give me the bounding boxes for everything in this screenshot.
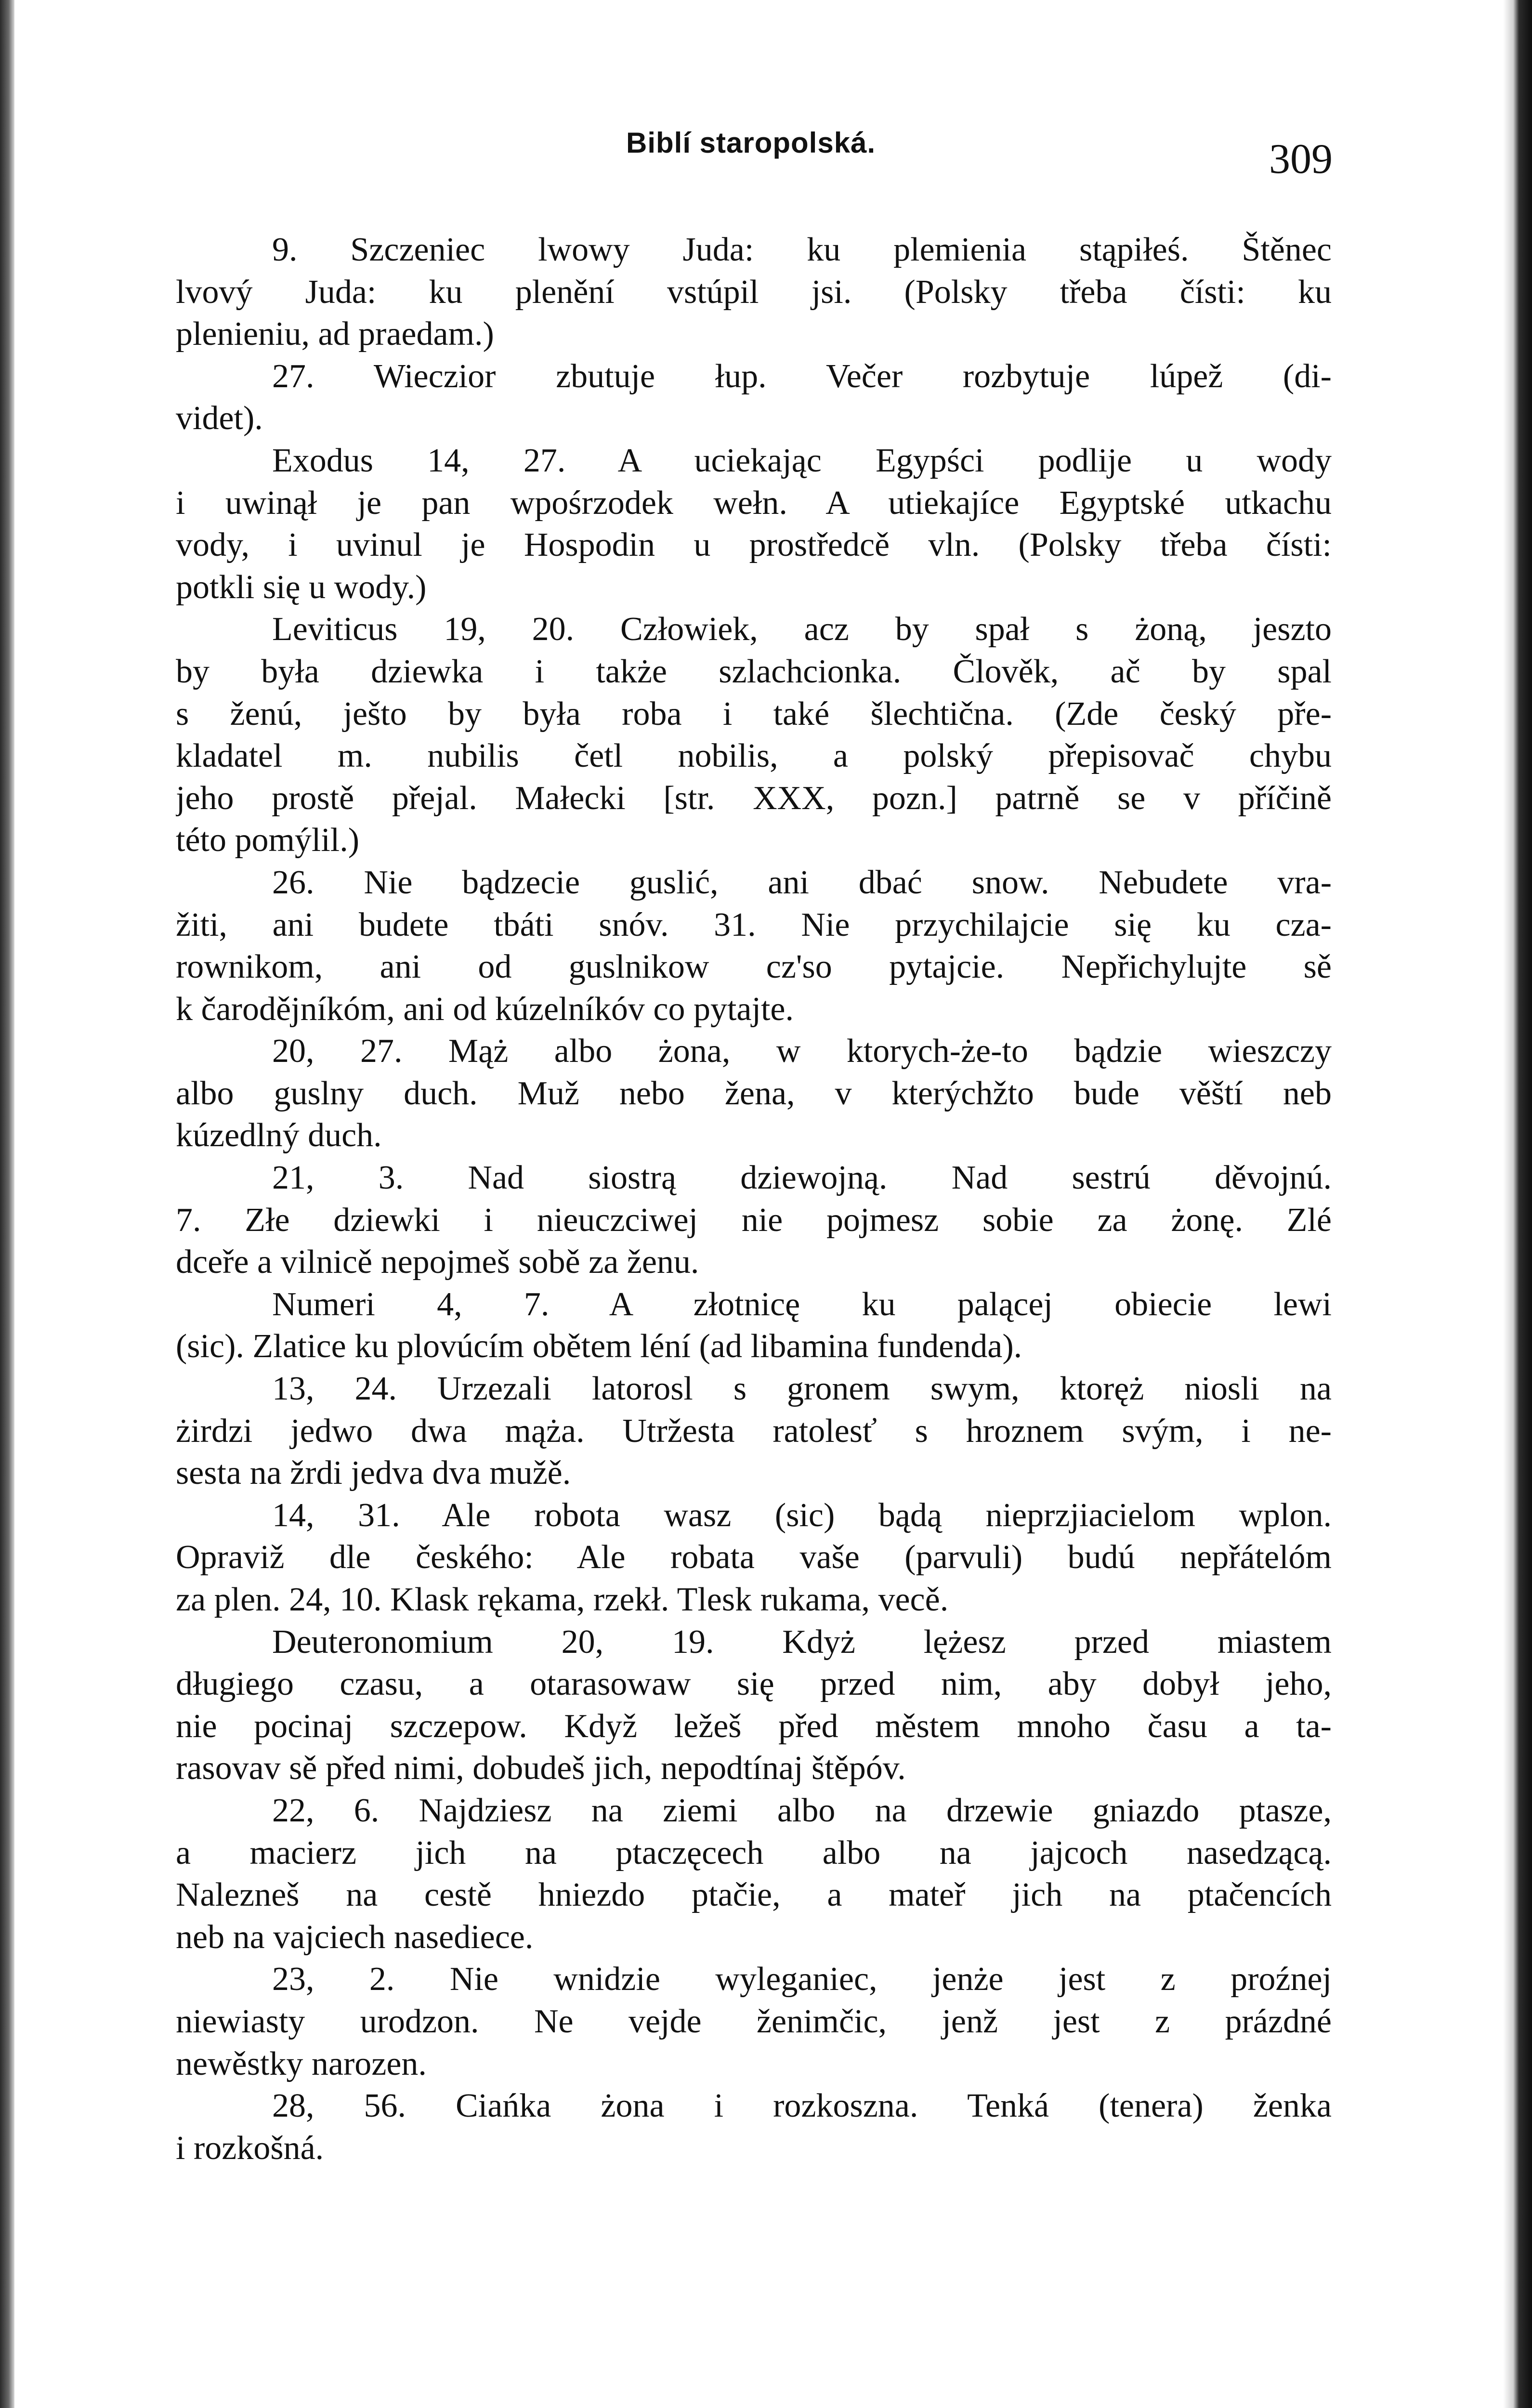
text-line: Leviticus 19, 20. Człowiek, acz by spał s żoną, jeszto bbox=[272, 611, 1332, 648]
text-line: 28, 56. Ciańka żona i rozkoszna. Tenká (tenera) ženka bbox=[272, 2087, 1332, 2125]
text-line: a macierz jich na ptaczęcech albo na jajcoch nasedzącą. bbox=[176, 1834, 1332, 1871]
text-line: i rozkošná. bbox=[176, 2129, 324, 2167]
text-line: neb na vajciech nasediece. bbox=[176, 1918, 534, 1956]
text-line: żirdzi jedwo dwa mąża. Utržesta ratolesť s hroznem svým, i ne- bbox=[176, 1412, 1332, 1450]
text-line: jeho prostě přejal. Małecki [str. XXX, pozn.] patrně se v příčině bbox=[176, 779, 1332, 817]
text-line: videt). bbox=[176, 400, 263, 437]
text-line: sesta na žrdi jedva dva mužě. bbox=[176, 1454, 571, 1492]
text-line: 27. Wieczior zbutuje łup. Večer rozbytuje lúpež (di- bbox=[272, 357, 1332, 395]
text-line: potkli się u wody.) bbox=[176, 568, 427, 606]
text-line: 7. Złe dziewki i nieuczciwej nie pojmesz sobie za żonę. Zlé bbox=[176, 1201, 1332, 1239]
text-line: Nalezneš na cestě hniezdo ptačie, a mateř jich na ptačencích bbox=[176, 1876, 1332, 1914]
text-line: albo guslny duch. Muž nebo žena, v kterýchžto bude věští neb bbox=[176, 1074, 1332, 1112]
text-line: 21, 3. Nad siostrą dziewojną. Nad sestrú děvojnú. bbox=[272, 1159, 1332, 1197]
text-line: Exodus 14, 27. A uciekając Egypści podlije u wody bbox=[272, 442, 1332, 479]
text-line: lvový Juda: ku plenění vstúpil jsi. (Polsky třeba čísti: ku bbox=[176, 273, 1332, 311]
text-line: nie pocinaj szczepow. Když ležeš před městem mnoho času a ta- bbox=[176, 1707, 1332, 1745]
body-text bbox=[176, 229, 1332, 2169]
page-binding-left-edge bbox=[0, 0, 14, 2408]
text-line: rasovav sě před nimi, dobudeš jich, nepodtínaj štěpóv. bbox=[176, 1750, 906, 1787]
text-line: 23, 2. Nie wnidzie wyleganiec, jenże jest z proźnej bbox=[272, 1961, 1332, 1998]
text-line: s ženú, ješto by była roba i také šlechtična. (Zde český pře- bbox=[176, 695, 1332, 733]
text-line: i uwinął je pan wpośrzodek wełn. A utiekajíce Egyptské utkachu bbox=[176, 484, 1332, 522]
text-line: plenieniu, ad praedam.) bbox=[176, 315, 494, 353]
text-line: dceře a vilnicě nepojmeš sobě za ženu. bbox=[176, 1243, 699, 1281]
text-line: Numeri 4, 7. A złotnicę ku palącej obiecie lewi bbox=[272, 1285, 1332, 1323]
text-line: niewiasty urodzon. Ne vejde ženimčic, jenž jest z prázdné bbox=[176, 2002, 1332, 2040]
page-binding-right-edge bbox=[1503, 0, 1532, 2408]
text-line: rownikom, ani od guslnikow cz'so pytajcie. Nepřichylujte sě bbox=[176, 948, 1332, 986]
text-line: 14, 31. Ale robota wasz (sic) bądą nieprzjiacielom wplon. bbox=[272, 1496, 1332, 1534]
text-line: vody, i uvinul je Hospodin u prostředcě vln. (Polsky třeba čísti: bbox=[176, 526, 1332, 564]
text-line: 20, 27. Mąż albo żona, w ktorych-że-to bądzie wieszczy bbox=[272, 1033, 1332, 1070]
text-line: by była dziewka i także szlachcionka. Člověk, ač by spal bbox=[176, 653, 1332, 690]
text-line: Deuteronomium 20, 19. Kdyż lężesz przed miastem bbox=[272, 1623, 1332, 1661]
text-line: kúzedlný duch. bbox=[176, 1117, 382, 1154]
text-line: (sic). Zlatice ku plovúcím obětem léní (ad libamina fundenda). bbox=[176, 1328, 1022, 1365]
text-line: 22, 6. Najdziesz na ziemi albo na drzewie gniazdo ptasze, bbox=[272, 1792, 1332, 1829]
text-line: kladatel m. nubilis četl nobilis, a polský přepisovač chybu bbox=[176, 737, 1332, 775]
text-line: Opraviž dle českého: Ale robata vaše (parvuli) budú nepřátelóm bbox=[176, 1539, 1332, 1576]
text-line: 13, 24. Urzezali latorosl s gronem swym, ktoręż niosli na bbox=[272, 1370, 1332, 1408]
text-line: k čarodějníkóm, ani od kúzelníkóv co pytajte. bbox=[176, 990, 794, 1028]
text-line: této pomýlil.) bbox=[176, 822, 360, 859]
text-line: 26. Nie bądzecie guslić, ani dbać snow. Nebudete vra- bbox=[272, 864, 1332, 901]
text-line: za plen. 24, 10. Klask rękama, rzekł. Tlesk rukama, vecě. bbox=[176, 1581, 949, 1618]
running-title: Biblí staropolská. bbox=[626, 127, 876, 159]
text-line: newěstky narozen. bbox=[176, 2045, 427, 2082]
page-number: 309 bbox=[1269, 136, 1333, 183]
text-line: długiego czasu, a otarasowaw się przed nim, aby dobył jeho, bbox=[176, 1665, 1332, 1703]
text-line: žiti, ani budete tbáti snóv. 31. Nie przychilajcie się ku cza- bbox=[176, 906, 1332, 943]
text-line: 9. Szczeniec lwowy Juda: ku plemienia stąpiłeś. Štěnec bbox=[272, 231, 1332, 268]
